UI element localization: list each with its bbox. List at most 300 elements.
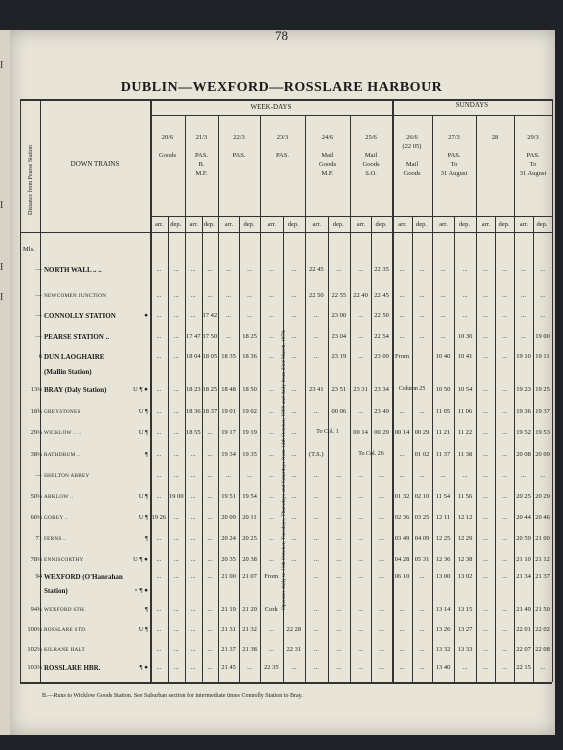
time-cell: 19 19 <box>242 429 257 436</box>
column-header-3: 22/3 PAS. <box>232 134 246 159</box>
time-cell: 21 31 <box>221 626 236 633</box>
time-cell: ... <box>502 408 507 415</box>
time-cell: ... <box>268 626 274 633</box>
time-cell: 11 22 <box>457 429 473 436</box>
time-cell: ... <box>502 556 507 563</box>
station-mileage: — <box>35 333 42 340</box>
station-name: BRAY (Daly Station) <box>44 386 107 394</box>
time-cell: ... <box>502 573 507 580</box>
time-cell: 18 04 <box>186 353 201 360</box>
time-cell: (T.S.) <box>308 451 324 458</box>
time-cell: 19 01 <box>221 408 236 415</box>
time-cell: ... <box>291 408 297 415</box>
station-name: WEXFORD (O'Hanrahan <box>44 573 123 581</box>
time-cell: ... <box>521 472 526 479</box>
time-cell: ... <box>268 408 274 415</box>
time-cell: ... <box>291 472 297 479</box>
column-header-6: 25/6 Mail Goods S.O. <box>362 134 380 177</box>
time-cell: ... <box>268 266 274 273</box>
time-cell: ... <box>291 266 297 273</box>
time-cell: 20 08 <box>516 451 531 458</box>
time-cell: 21 00 <box>221 573 236 580</box>
time-cell: 01 32 <box>394 493 410 500</box>
time-cell: ... <box>540 266 545 273</box>
dep-label: dep. <box>498 221 510 228</box>
column-header-1: 20/6 Goods <box>159 134 176 159</box>
time-cell: 18 48 <box>221 386 236 393</box>
time-cell: ... <box>156 664 162 671</box>
time-cell: 21 20 <box>242 606 257 613</box>
time-cell: ... <box>399 408 405 415</box>
station-name: RATHDRUM .. <box>44 452 81 458</box>
time-cell: 19 25 <box>535 386 550 393</box>
time-cell: ... <box>268 646 274 653</box>
station-name: CONNOLLY STATION <box>44 312 116 320</box>
station-name: FERNS .. <box>44 536 67 542</box>
time-cell: 04 09 <box>414 535 430 542</box>
time-cell: ... <box>502 646 507 653</box>
column-header-rule <box>150 216 552 217</box>
time-cell: ... <box>207 266 213 273</box>
time-cell: 18 36 <box>186 408 201 415</box>
time-cell: 04 28 <box>394 556 410 563</box>
margin-mark: I <box>0 262 4 273</box>
time-cell: ... <box>291 333 297 340</box>
page-title: DUBLIN—WEXFORD—ROSSLARE HARBOUR <box>120 80 443 95</box>
station-symbols: ¶ ● <box>139 664 148 671</box>
time-cell: ... <box>399 312 405 319</box>
time-cell: ... <box>190 451 196 458</box>
station-mileage: 6 <box>38 353 42 360</box>
time-cell: 18 05 <box>202 353 218 360</box>
time-cell: ... <box>173 312 179 319</box>
time-cell: ... <box>291 451 297 458</box>
time-cell: 19 11 <box>535 353 550 360</box>
time-cell: ... <box>173 535 179 542</box>
time-cell: 23 00 <box>331 312 347 319</box>
time-cell: 03 25 <box>414 514 430 521</box>
time-cell: ... <box>313 664 319 671</box>
column-header-2: 21/3 PAS. B. M.F. <box>195 134 208 177</box>
time-cell: ... <box>173 451 179 458</box>
time-cell: ... <box>268 312 274 319</box>
column-rule <box>185 115 186 682</box>
time-cell: ... <box>502 266 507 273</box>
time-cell: ... <box>419 606 425 613</box>
time-cell: ... <box>379 514 384 521</box>
time-cell: ... <box>483 408 488 415</box>
time-cell: ... <box>483 386 488 393</box>
time-cell: ... <box>291 535 297 542</box>
station-mileage: 29¼ <box>30 429 42 436</box>
time-cell: ... <box>156 493 162 500</box>
time-cell: ... <box>419 573 425 580</box>
time-cell: 22 35 <box>374 266 389 273</box>
time-cell: ... <box>190 493 196 500</box>
time-cell: To Col. 26 <box>358 451 384 457</box>
time-cell: 22 01 <box>516 626 531 633</box>
time-cell: ... <box>462 292 468 299</box>
time-cell: ... <box>399 451 405 458</box>
time-cell: 23 41 <box>308 386 324 393</box>
time-cell: 19 37 <box>535 408 550 415</box>
time-cell: 11 06 <box>457 408 473 415</box>
week-days-header: WEEK-DAYS <box>250 103 292 111</box>
time-cell: ... <box>462 312 468 319</box>
time-cell: 18 23 <box>186 386 201 393</box>
station-name: (Mallin Station) <box>44 368 92 376</box>
time-cell: ... <box>190 292 196 299</box>
time-cell: ... <box>358 646 363 653</box>
time-cell: ... <box>156 266 162 273</box>
time-cell: 19 17 <box>221 429 236 436</box>
time-cell: 06 10 <box>394 573 410 580</box>
time-cell: 22 45 <box>308 266 324 273</box>
time-cell: ... <box>483 353 488 360</box>
dep-label: dep. <box>458 221 470 228</box>
time-cell: ... <box>399 292 405 299</box>
time-cell: ... <box>291 353 297 360</box>
station-name: KILRANE HALT <box>44 647 86 653</box>
time-cell: ... <box>483 626 488 633</box>
station-symbols: ¶ <box>145 535 148 542</box>
time-cell: ... <box>313 535 319 542</box>
time-cell: 13 02 <box>457 573 473 580</box>
time-cell: 13 15 <box>457 606 473 613</box>
time-cell: ... <box>156 606 162 613</box>
time-cell: ... <box>207 626 213 633</box>
time-cell: ... <box>358 573 363 580</box>
time-cell: ... <box>291 292 297 299</box>
week-days-rule <box>150 115 552 116</box>
time-cell: 12 11 <box>435 514 451 521</box>
column-header-8: 27/3 PAS. To 31 August <box>440 134 468 177</box>
arr-label: arr. <box>439 221 448 228</box>
time-cell: ... <box>173 472 179 479</box>
time-cell: 02 36 <box>394 514 410 521</box>
time-cell: ... <box>379 472 384 479</box>
time-cell: ... <box>207 664 213 671</box>
station-name: GREYSTONES <box>44 409 81 415</box>
column-rule <box>476 115 477 682</box>
time-cell: ... <box>358 312 363 319</box>
time-cell: ... <box>502 664 507 671</box>
time-cell: ... <box>399 333 405 340</box>
time-cell: 11 37 <box>435 451 451 458</box>
time-cell: ... <box>313 472 319 479</box>
time-cell: ... <box>379 626 384 633</box>
time-cell: To Col. 1 <box>316 429 339 435</box>
time-cell: 11 21 <box>435 429 451 436</box>
time-cell: 10 54 <box>457 386 473 393</box>
time-cell: ... <box>207 556 213 563</box>
time-cell: ... <box>291 556 297 563</box>
time-cell: ... <box>173 556 179 563</box>
time-cell: 19 36 <box>516 408 531 415</box>
time-cell: ... <box>358 664 363 671</box>
time-cell: ... <box>291 664 297 671</box>
dep-label: dep. <box>203 221 215 228</box>
time-cell: ... <box>502 451 507 458</box>
time-cell: ... <box>247 292 252 299</box>
time-cell: 21 34 <box>516 573 531 580</box>
time-cell: ... <box>336 514 342 521</box>
time-cell: 22 02 <box>535 626 550 633</box>
time-cell: ... <box>173 408 179 415</box>
time-cell: 18 37 <box>202 408 218 415</box>
time-cell: ... <box>156 535 162 542</box>
station-mileage: 100¼ <box>27 626 42 633</box>
station-mileage: 60¼ <box>30 514 42 521</box>
margin-mark: I <box>0 200 4 211</box>
column-header-4: 23/3 PAS. <box>276 134 289 159</box>
table-right-rule <box>552 99 553 682</box>
time-cell: ... <box>502 386 507 393</box>
time-cell: 11 56 <box>457 493 473 500</box>
time-cell: 00 29 <box>374 429 389 436</box>
time-cell: ... <box>502 333 507 340</box>
time-cell: 20 25 <box>242 535 257 542</box>
time-cell: ... <box>419 626 425 633</box>
down-trains-label: DOWN TRAINS <box>70 160 120 168</box>
time-cell: 12 12 <box>457 514 473 521</box>
time-cell: ... <box>268 535 274 542</box>
time-cell: ... <box>540 312 545 319</box>
time-cell: ... <box>190 472 196 479</box>
time-cell: 22 08 <box>535 646 550 653</box>
time-cell: 20 35 <box>221 556 236 563</box>
time-cell: ... <box>156 429 162 436</box>
miles-label: Mls. <box>23 246 35 253</box>
time-cell: ... <box>358 353 363 360</box>
column-header-7: 26/6 (22 05) Mail Goods <box>402 134 422 177</box>
time-cell: ... <box>358 556 363 563</box>
time-cell: 20 09 <box>221 514 236 521</box>
time-cell: 22 35 <box>263 664 279 671</box>
dep-label: dep. <box>287 221 299 228</box>
time-cell: 21 49 <box>516 606 531 613</box>
margin-mark: I <box>0 292 4 303</box>
time-cell: 20 44 <box>516 514 531 521</box>
time-cell: ... <box>268 556 274 563</box>
time-cell: 13 40 <box>435 664 451 671</box>
time-cell: 20 46 <box>535 514 550 521</box>
time-cell: ... <box>336 664 342 671</box>
time-cell: 22 45 <box>374 292 389 299</box>
time-cell: ... <box>540 472 545 479</box>
station-mileage: 94¾ <box>30 606 42 613</box>
arr-label: arr. <box>356 221 366 228</box>
time-cell: ... <box>336 266 342 273</box>
time-cell: 20 29 <box>535 493 550 500</box>
time-cell: 22 50 <box>308 292 324 299</box>
time-cell: 12 36 <box>435 556 451 563</box>
time-cell: 10 50 <box>435 386 451 393</box>
time-cell: 18 55 <box>186 429 201 436</box>
time-cell: ... <box>226 292 231 299</box>
time-cell: ... <box>462 664 468 671</box>
station-name: Station) <box>44 587 68 595</box>
station-mileage: 103¼ <box>27 664 42 671</box>
time-cell: ... <box>207 451 213 458</box>
time-cell: ... <box>156 556 162 563</box>
time-cell: ... <box>521 266 526 273</box>
arr-dep-rule <box>20 232 552 233</box>
time-cell: 22 07 <box>516 646 531 653</box>
time-cell: 21 32 <box>242 626 257 633</box>
time-cell: 13 32 <box>435 646 451 653</box>
time-cell: ... <box>358 493 363 500</box>
time-cell: 22 55 <box>331 292 347 299</box>
time-cell: 18 50 <box>242 386 257 393</box>
station-symbols: U ¶ <box>138 429 148 436</box>
time-cell: 00 14 <box>353 429 368 436</box>
time-cell: 21 00 <box>535 535 550 542</box>
time-cell: ... <box>399 626 405 633</box>
time-cell: 13 14 <box>435 606 451 613</box>
time-cell: ... <box>291 312 297 319</box>
time-cell: ... <box>207 493 213 500</box>
time-cell: 21 19 <box>221 606 236 613</box>
time-cell: ... <box>173 664 179 671</box>
time-cell: ... <box>291 493 297 500</box>
time-cell: ... <box>173 266 179 273</box>
time-cell: 11 54 <box>435 493 451 500</box>
time-cell: Column 25 <box>398 386 426 392</box>
time-cell: 18 25 <box>242 333 257 340</box>
time-cell: 23 51 <box>331 386 347 393</box>
time-cell: 23 34 <box>374 386 389 393</box>
time-cell: ... <box>419 292 425 299</box>
station-mileage: — <box>35 266 42 273</box>
time-cell: ... <box>173 573 179 580</box>
time-cell: 02 10 <box>414 493 430 500</box>
arr-label: arr. <box>224 221 234 228</box>
time-cell: ... <box>379 535 384 542</box>
time-cell: 20 59 <box>516 535 531 542</box>
time-cell: 00 06 <box>331 408 347 415</box>
time-cell: 10 30 <box>457 333 473 340</box>
station-mileage: 71 <box>35 535 42 542</box>
column-header-9: 28 <box>491 134 499 141</box>
arr-label: arr. <box>189 221 198 228</box>
time-cell: ... <box>313 514 319 521</box>
time-cell: ... <box>226 312 231 319</box>
time-cell: ... <box>313 333 319 340</box>
time-cell: 23 04 <box>331 333 347 340</box>
dep-label: dep. <box>415 221 427 228</box>
time-cell: ... <box>483 535 488 542</box>
station-mileage: 78¼ <box>30 556 42 563</box>
time-cell: 13 00 <box>435 573 451 580</box>
time-cell: ... <box>268 493 274 500</box>
time-cell: ... <box>291 386 297 393</box>
time-cell: ... <box>379 493 384 500</box>
station-mileage: 94 <box>35 573 42 580</box>
time-cell: ... <box>483 664 488 671</box>
time-cell: ... <box>399 664 405 671</box>
time-cell: ... <box>190 535 196 542</box>
time-cell: 13 27 <box>457 626 473 633</box>
station-symbols: × ¶ ● <box>134 587 148 594</box>
time-cell: ... <box>156 353 162 360</box>
time-cell: ... <box>483 493 488 500</box>
station-mileage: — <box>35 472 42 479</box>
time-cell: 20 11 <box>242 514 257 521</box>
time-cell: 21 50 <box>535 606 550 613</box>
station-mileage: — <box>35 312 42 319</box>
station-mileage: 102¼ <box>27 646 42 653</box>
time-cell: ... <box>540 664 545 671</box>
time-cell: ... <box>358 408 363 415</box>
time-cell: ... <box>502 429 507 436</box>
time-cell: ... <box>502 493 507 500</box>
time-cell: ... <box>226 472 231 479</box>
table-bottom-rule <box>20 682 552 684</box>
time-cell: ... <box>156 573 162 580</box>
time-cell: From <box>394 353 410 360</box>
time-cell: 18 36 <box>242 353 257 360</box>
time-cell: ... <box>268 386 274 393</box>
time-cell: ... <box>336 646 342 653</box>
time-cell: 20 24 <box>221 535 236 542</box>
time-cell: ... <box>156 333 162 340</box>
time-cell: ... <box>313 353 319 360</box>
time-cell: 22 40 <box>353 292 368 299</box>
station-mileage: 38¼ <box>30 451 42 458</box>
time-cell: ... <box>226 266 231 273</box>
time-cell: ... <box>313 626 319 633</box>
column-rule <box>218 115 219 682</box>
time-cell: ... <box>440 333 446 340</box>
time-cell: ... <box>156 646 162 653</box>
sundays-header: SUNDAYS <box>455 101 489 109</box>
time-cell: ... <box>462 472 468 479</box>
time-cell: ... <box>483 573 488 580</box>
time-cell: ... <box>399 646 405 653</box>
station-name: DUN LAOGHAIRE <box>44 353 105 361</box>
time-cell: ... <box>502 292 507 299</box>
column-rule <box>514 115 515 682</box>
time-cell: ... <box>379 573 384 580</box>
time-cell: ... <box>268 333 274 340</box>
time-cell: ... <box>440 292 446 299</box>
time-cell: ... <box>419 472 425 479</box>
time-cell: ... <box>173 429 179 436</box>
time-cell: ... <box>483 292 488 299</box>
time-cell: ... <box>379 556 384 563</box>
time-cell: ... <box>419 312 425 319</box>
time-cell: ... <box>483 646 488 653</box>
time-cell: 22 54 <box>374 333 389 340</box>
time-cell: ... <box>358 333 363 340</box>
time-cell: 19 54 <box>242 493 257 500</box>
time-cell: 19 35 <box>242 451 257 458</box>
time-cell: ... <box>156 408 162 415</box>
station-symbols: ¶ <box>145 606 148 613</box>
time-cell: ... <box>190 514 196 521</box>
time-cell: ... <box>336 535 342 542</box>
time-cell: 00 14 <box>394 429 410 436</box>
time-cell: ... <box>313 606 319 613</box>
time-cell: 19 23 <box>516 386 531 393</box>
time-cell: ... <box>190 312 196 319</box>
time-cell: ... <box>173 606 179 613</box>
time-cell: 01 02 <box>414 451 430 458</box>
page-edge <box>0 30 10 735</box>
time-cell: ... <box>483 606 488 613</box>
time-cell: ... <box>521 312 526 319</box>
